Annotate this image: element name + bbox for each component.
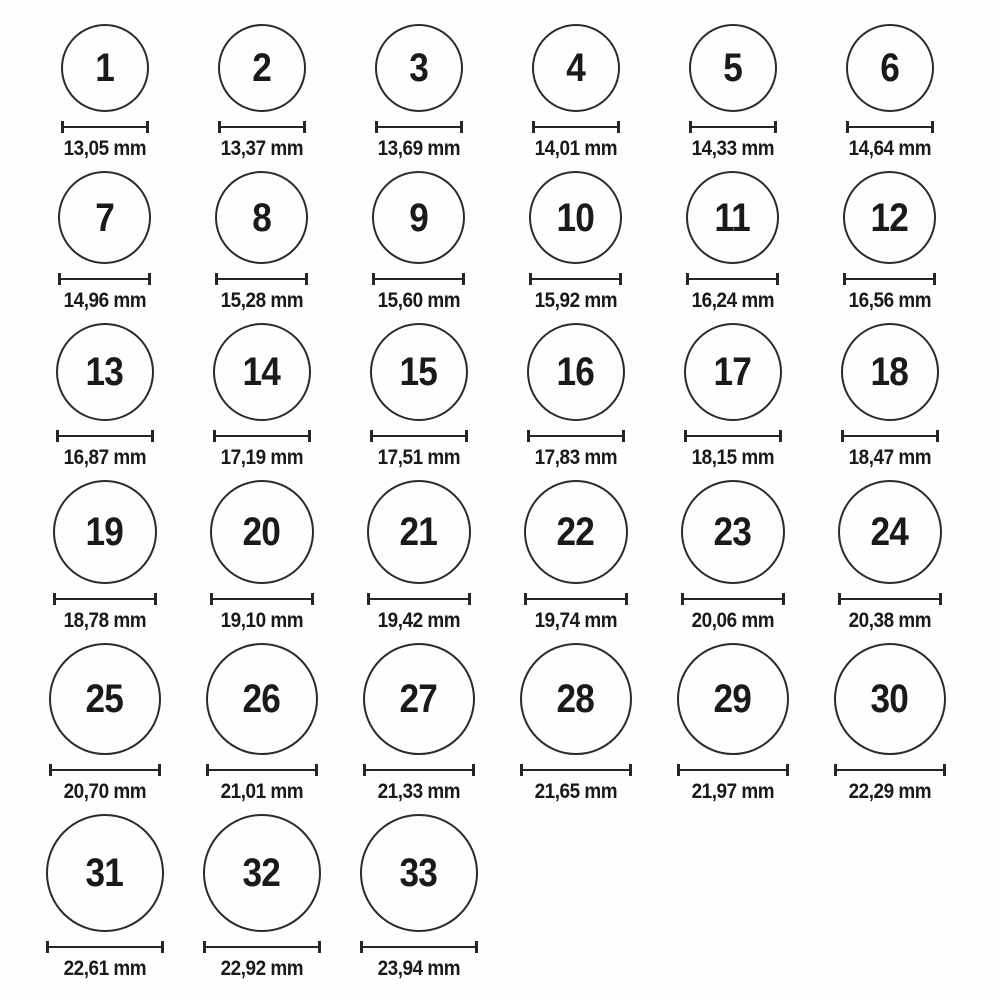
ring-size-item <box>340 323 497 470</box>
ring-circle <box>689 24 777 112</box>
diameter-measure-line <box>375 121 463 133</box>
diameter-measure-line <box>684 430 782 442</box>
diameter-measure-line <box>58 273 151 285</box>
ring-circle <box>49 643 161 755</box>
ring-size-number: 1 <box>95 46 114 90</box>
diameter-measure-line <box>218 121 306 133</box>
ring-size-item <box>654 323 811 470</box>
ring-circle <box>367 480 471 584</box>
diameter-label: 15,60 mm <box>377 289 460 312</box>
ring-size-item <box>183 814 340 981</box>
diameter-label: 20,06 mm <box>691 609 774 632</box>
diameter-measure-line <box>834 764 946 776</box>
ring-size-number: 5 <box>723 46 742 90</box>
ring-circle <box>206 643 318 755</box>
ring-circle <box>520 643 632 755</box>
ring-size-item <box>26 323 183 470</box>
diameter-measure-line <box>203 941 321 953</box>
ring-circle <box>218 24 306 112</box>
diameter-label: 16,24 mm <box>691 289 774 312</box>
diameter-label: 22,29 mm <box>848 780 931 803</box>
ring-size-item <box>811 480 968 633</box>
diameter-measure-line <box>53 593 157 605</box>
diameter-label: 23,94 mm <box>377 957 460 980</box>
ring-circle <box>846 24 934 112</box>
ring-size-number: 33 <box>399 851 438 895</box>
diameter-label: 21,97 mm <box>691 780 774 803</box>
ring-circle <box>61 24 149 112</box>
ring-size-item <box>340 643 497 804</box>
ring-size-number: 26 <box>242 677 281 721</box>
ring-size-item <box>26 24 183 161</box>
ring-circle <box>684 323 782 421</box>
ring-circle <box>360 814 478 932</box>
diameter-label: 20,70 mm <box>63 780 146 803</box>
diameter-label: 18,15 mm <box>691 446 774 469</box>
ring-size-number: 19 <box>85 510 124 554</box>
ring-size-item <box>340 24 497 161</box>
diameter-label: 21,65 mm <box>534 780 617 803</box>
ring-size-number: 14 <box>242 350 281 394</box>
ring-circle <box>56 323 154 421</box>
ring-size-item <box>183 24 340 161</box>
ring-size-item <box>26 643 183 804</box>
diameter-measure-line <box>367 593 471 605</box>
diameter-measure-line <box>49 764 161 776</box>
ring-size-number: 4 <box>566 46 585 90</box>
ring-size-item <box>811 24 968 161</box>
ring-size-number: 2 <box>252 46 271 90</box>
ring-size-item <box>811 643 968 804</box>
ring-size-number: 17 <box>713 350 752 394</box>
diameter-measure-line <box>215 273 308 285</box>
ring-size-item <box>183 171 340 313</box>
ring-size-item <box>26 814 183 981</box>
ring-circle <box>841 323 939 421</box>
ring-size-item <box>497 643 654 804</box>
ring-size-number: 13 <box>85 350 124 394</box>
diameter-label: 17,83 mm <box>534 446 617 469</box>
ring-size-item <box>340 814 497 981</box>
diameter-label: 15,28 mm <box>220 289 303 312</box>
ring-circle <box>53 480 157 584</box>
diameter-measure-line <box>689 121 777 133</box>
chart-row <box>26 643 1000 804</box>
chart-row <box>26 814 1000 981</box>
diameter-label: 22,92 mm <box>220 957 303 980</box>
ring-circle <box>843 171 936 264</box>
ring-circle <box>686 171 779 264</box>
diameter-measure-line <box>370 430 468 442</box>
diameter-measure-line <box>524 593 628 605</box>
ring-size-number: 18 <box>870 350 909 394</box>
diameter-label: 14,01 mm <box>534 137 617 160</box>
chart-row <box>26 24 1000 161</box>
chart-row <box>26 323 1000 470</box>
ring-circle <box>375 24 463 112</box>
ring-circle <box>370 323 468 421</box>
diameter-measure-line <box>46 941 164 953</box>
diameter-measure-line <box>520 764 632 776</box>
ring-size-item <box>497 24 654 161</box>
ring-size-item <box>26 171 183 313</box>
ring-size-number: 24 <box>870 510 909 554</box>
diameter-label: 13,05 mm <box>63 137 146 160</box>
diameter-label: 22,61 mm <box>63 957 146 980</box>
diameter-measure-line <box>846 121 934 133</box>
ring-size-item <box>497 480 654 633</box>
ring-size-item <box>654 24 811 161</box>
diameter-measure-line <box>677 764 789 776</box>
ring-size-item <box>811 323 968 470</box>
diameter-label: 15,92 mm <box>534 289 617 312</box>
ring-size-number: 31 <box>85 851 124 895</box>
chart-row <box>26 480 1000 633</box>
ring-circle <box>532 24 620 112</box>
diameter-measure-line <box>56 430 154 442</box>
diameter-label: 17,19 mm <box>220 446 303 469</box>
ring-circle <box>58 171 151 264</box>
ring-size-number: 30 <box>870 677 909 721</box>
ring-circle <box>203 814 321 932</box>
ring-size-number: 32 <box>242 851 281 895</box>
diameter-measure-line <box>841 430 939 442</box>
ring-size-number: 12 <box>870 195 909 240</box>
diameter-measure-line <box>527 430 625 442</box>
diameter-label: 14,64 mm <box>848 137 931 160</box>
ring-size-number: 21 <box>399 510 438 554</box>
diameter-label: 18,47 mm <box>848 446 931 469</box>
diameter-label: 17,51 mm <box>377 446 460 469</box>
diameter-measure-line <box>529 273 622 285</box>
diameter-measure-line <box>681 593 785 605</box>
ring-circle <box>372 171 465 264</box>
diameter-measure-line <box>532 121 620 133</box>
diameter-label: 19,10 mm <box>220 609 303 632</box>
ring-size-number: 7 <box>95 195 114 240</box>
ring-size-number: 28 <box>556 677 595 721</box>
diameter-measure-line <box>206 764 318 776</box>
diameter-measure-line <box>363 764 475 776</box>
diameter-measure-line <box>213 430 311 442</box>
ring-size-number: 27 <box>399 677 438 721</box>
ring-size-number: 23 <box>713 510 752 554</box>
ring-size-number: 3 <box>409 46 428 90</box>
chart-row <box>26 171 1000 313</box>
ring-size-number: 10 <box>556 195 595 240</box>
ring-size-item <box>26 480 183 633</box>
ring-size-item <box>654 171 811 313</box>
ring-size-number: 15 <box>399 350 438 394</box>
ring-size-number: 25 <box>85 677 124 721</box>
ring-size-item <box>183 480 340 633</box>
ring-size-number: 9 <box>409 195 428 240</box>
ring-circle <box>215 171 308 264</box>
ring-size-number: 22 <box>556 510 595 554</box>
diameter-label: 21,33 mm <box>377 780 460 803</box>
diameter-measure-line <box>686 273 779 285</box>
diameter-label: 16,87 mm <box>63 446 146 469</box>
diameter-label: 13,37 mm <box>220 137 303 160</box>
ring-size-item <box>497 323 654 470</box>
ring-circle <box>213 323 311 421</box>
ring-circle <box>46 814 164 932</box>
ring-size-item <box>340 171 497 313</box>
ring-size-number: 8 <box>252 195 271 240</box>
diameter-label: 18,78 mm <box>63 609 146 632</box>
diameter-label: 16,56 mm <box>848 289 931 312</box>
ring-size-number: 29 <box>713 677 752 721</box>
ring-circle <box>677 643 789 755</box>
ring-circle <box>681 480 785 584</box>
ring-circle <box>834 643 946 755</box>
ring-size-item <box>183 323 340 470</box>
diameter-measure-line <box>360 941 478 953</box>
ring-size-item <box>183 643 340 804</box>
ring-size-item <box>497 171 654 313</box>
diameter-measure-line <box>838 593 942 605</box>
ring-size-number: 16 <box>556 350 595 394</box>
diameter-label: 14,96 mm <box>63 289 146 312</box>
ring-circle <box>363 643 475 755</box>
ring-circle <box>524 480 628 584</box>
ring-circle <box>210 480 314 584</box>
ring-size-number: 6 <box>880 46 899 90</box>
ring-size-item <box>811 171 968 313</box>
ring-circle <box>838 480 942 584</box>
ring-size-number: 11 <box>714 195 751 240</box>
ring-size-item <box>340 480 497 633</box>
diameter-label: 19,42 mm <box>377 609 460 632</box>
ring-circle <box>527 323 625 421</box>
ring-circle <box>529 171 622 264</box>
diameter-measure-line <box>372 273 465 285</box>
diameter-label: 14,33 mm <box>691 137 774 160</box>
diameter-measure-line <box>210 593 314 605</box>
diameter-label: 19,74 mm <box>534 609 617 632</box>
ring-size-item <box>654 643 811 804</box>
diameter-measure-line <box>843 273 936 285</box>
ring-size-number: 20 <box>242 510 281 554</box>
diameter-measure-line <box>61 121 149 133</box>
diameter-label: 13,69 mm <box>377 137 460 160</box>
diameter-label: 21,01 mm <box>220 780 303 803</box>
ring-size-item <box>654 480 811 633</box>
diameter-label: 20,38 mm <box>848 609 931 632</box>
